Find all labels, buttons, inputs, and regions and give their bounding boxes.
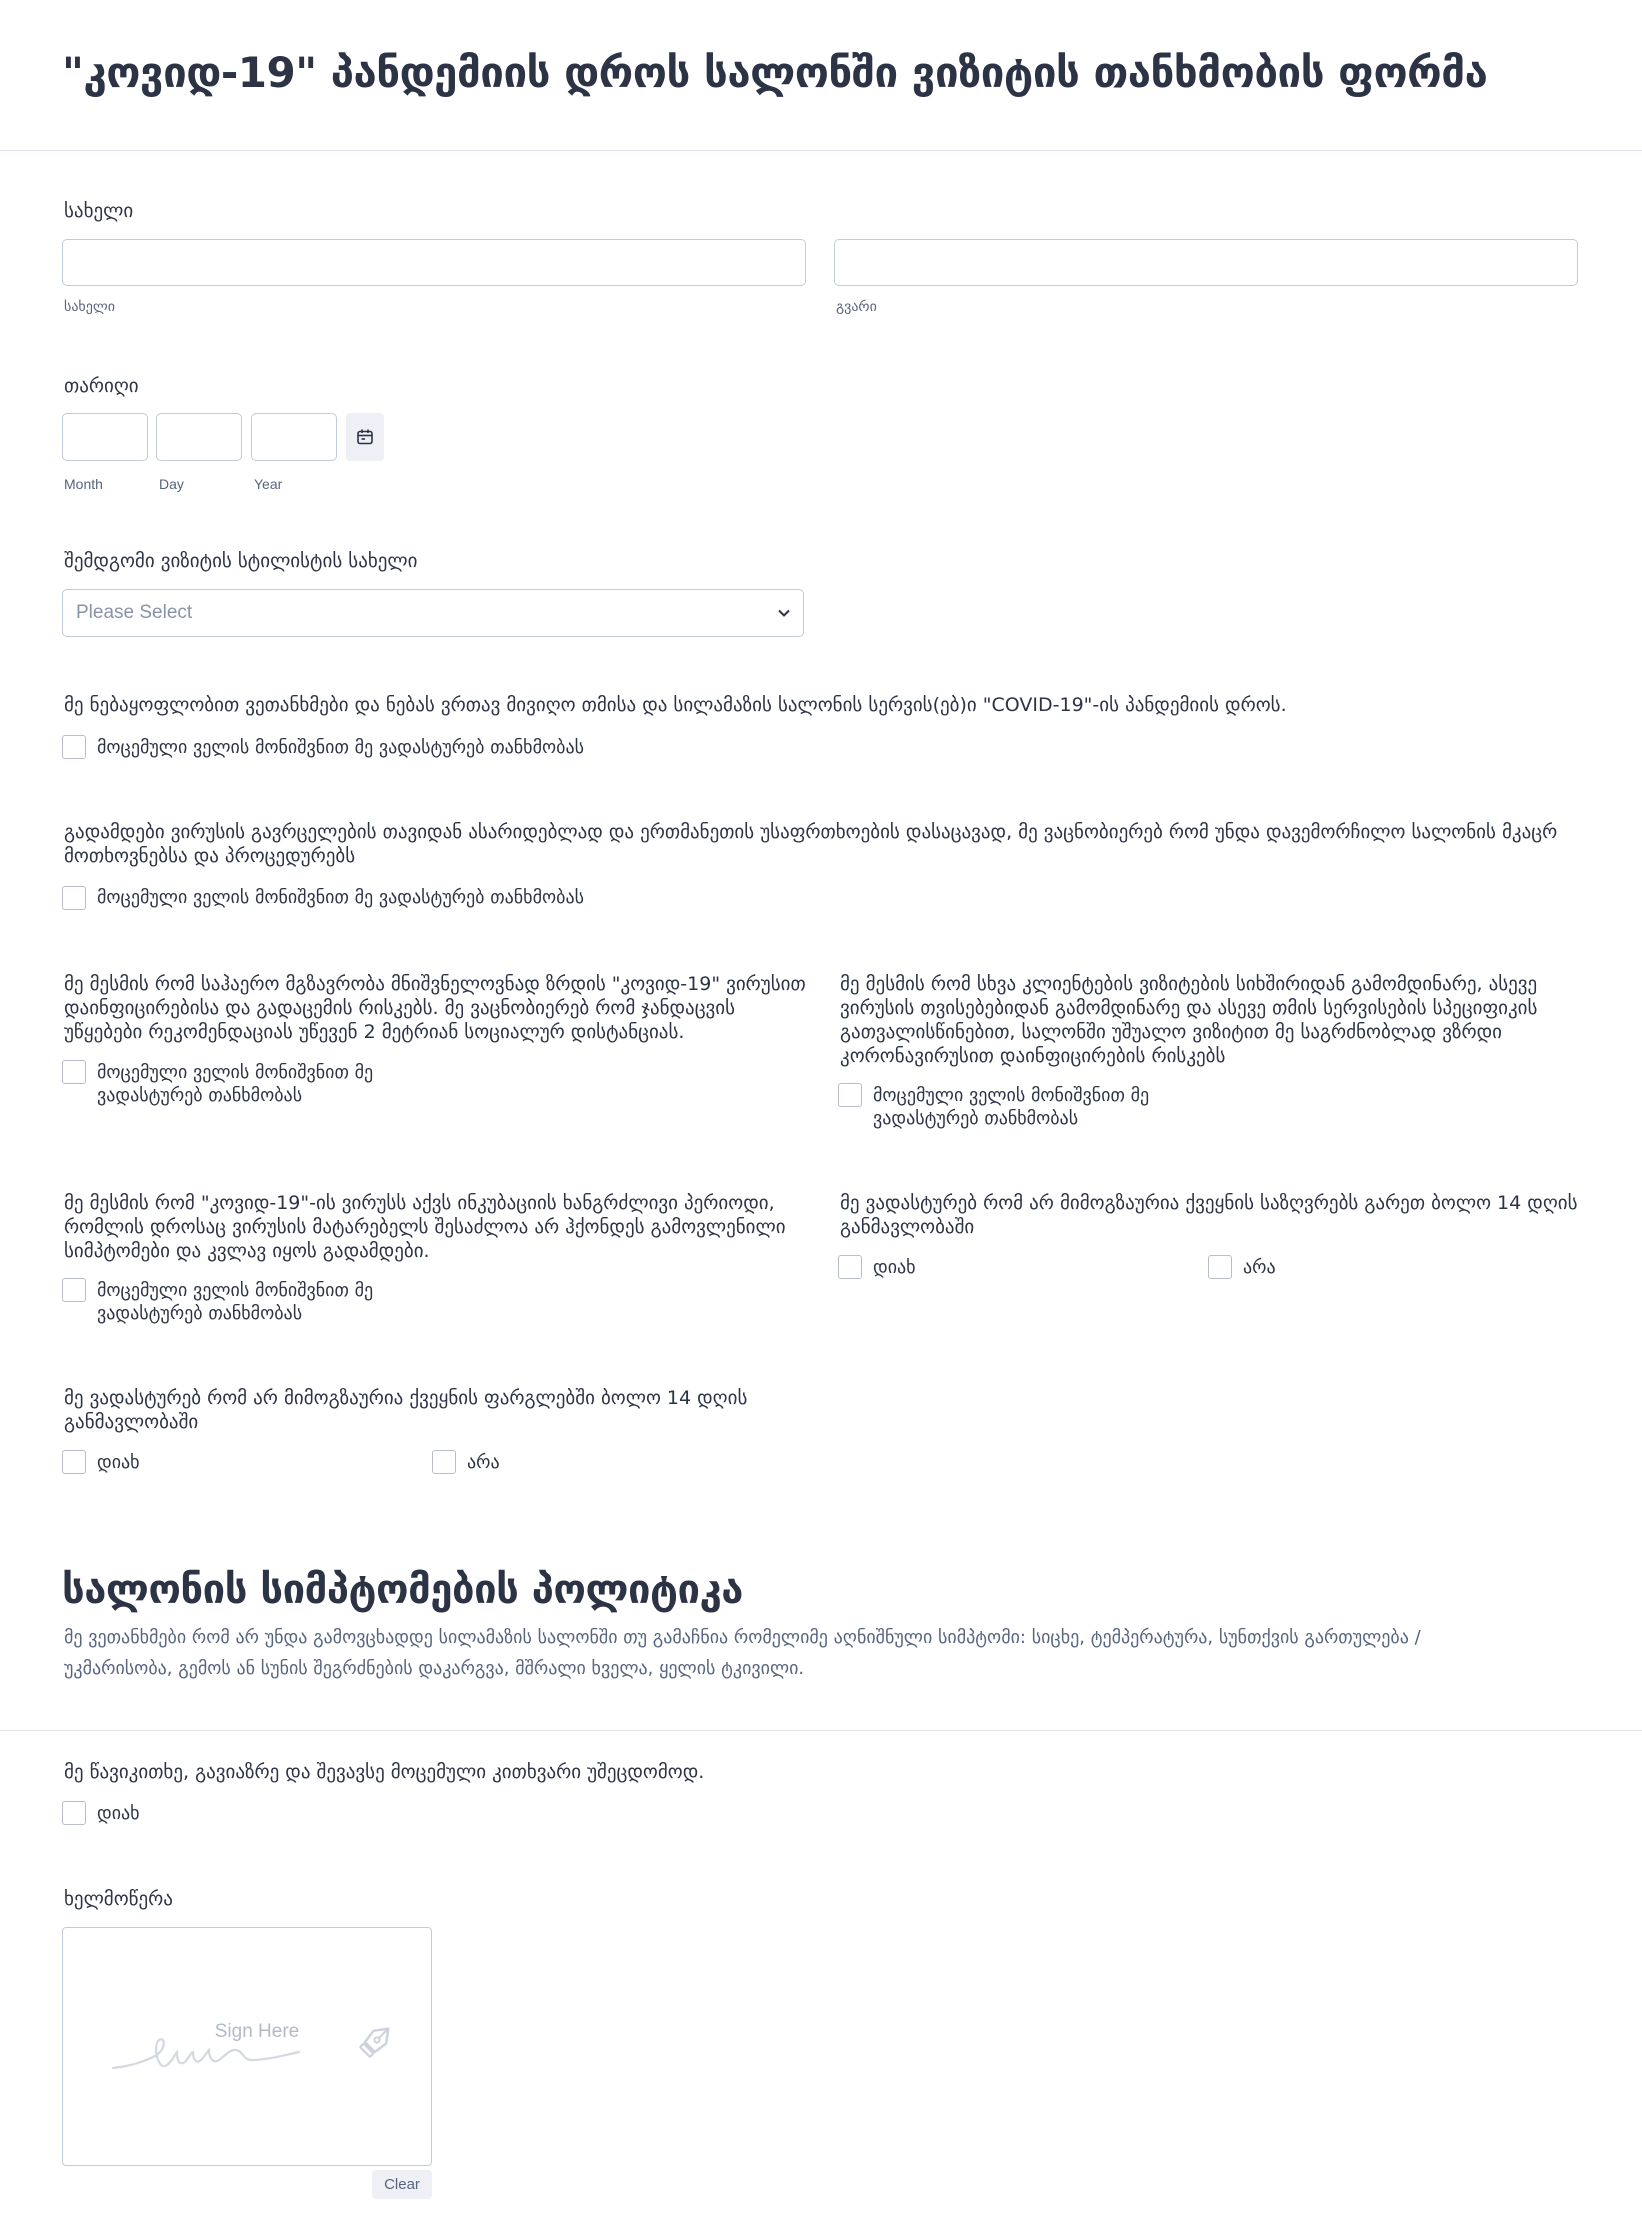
consent-question-4-line: ვირუსის თვისებებიდან გამომდინარე და ასევე თმის სერვისების სპეციფიკის bbox=[840, 997, 1538, 1019]
consent-question-3-line: დაინფიცირებისა და გადაცემის რისკებს. მე ვაცნობიერებ რომ ჯანდაცვის bbox=[64, 997, 736, 1019]
consent-checkbox-1-label: მოცემული ველის მონიშვნით მე ვადასტურებ თანხმობას bbox=[97, 737, 585, 758]
calendar-button[interactable] bbox=[346, 413, 384, 461]
pen-nib-icon bbox=[357, 2020, 397, 2060]
signature-pad[interactable] bbox=[62, 1927, 432, 2166]
consent-question-1: მე ნებაყოფლობით ვეთანხმები და ნებას ვრთავ მივიღო თმისა და სილამაზის სალონის სერვის(ებ)ი "COVID-19"-ის პანდემიის დროს. bbox=[64, 694, 1287, 716]
policy-divider bbox=[0, 1730, 1642, 1731]
consent-checkbox-5-label-line: მოცემული ველის მონიშვნით მე bbox=[97, 1280, 374, 1301]
last-name-input[interactable] bbox=[834, 239, 1578, 286]
signature-scribble-graphic bbox=[111, 2016, 391, 2086]
consent-question-5-line: სიმპტომები და კვლავ იყოს გადამდები. bbox=[64, 1240, 430, 1262]
year-input[interactable] bbox=[251, 413, 337, 461]
travel-abroad-no-checkbox[interactable] bbox=[1208, 1255, 1232, 1279]
month-sublabel: Month bbox=[64, 476, 103, 492]
chevron-down-icon bbox=[777, 608, 791, 618]
consent-checkbox-4-label-line: ვადასტურებ თანხმობას bbox=[873, 1108, 1079, 1129]
travel-abroad-question-line: განმავლობაში bbox=[840, 1216, 975, 1238]
first-name-input[interactable] bbox=[62, 239, 806, 286]
consent-question-4-line: გათვალისწინებით, სალონში უშუალო ვიზიტით მე საგრძნობლად ვზრდი bbox=[840, 1021, 1503, 1043]
consent-checkbox-2[interactable] bbox=[62, 886, 86, 910]
last-name-sublabel: გვარი bbox=[836, 299, 877, 315]
consent-question-4-line: კორონავირუსით დაინფიცირების რისკებს bbox=[840, 1045, 1226, 1067]
date-label: თარიღი bbox=[64, 375, 139, 397]
consent-question-4-line: მე მესმის რომ სხვა კლიენტების ვიზიტების სიხშირიდან გამომდინარე, ასევე bbox=[840, 973, 1538, 995]
consent-checkbox-5-label bbox=[97, 1279, 373, 1325]
consent-checkbox-4-label-line: მოცემული ველის მონიშვნით მე bbox=[873, 1085, 1150, 1106]
stylist-select[interactable] bbox=[62, 589, 804, 637]
consent-checkbox-4-label bbox=[873, 1084, 1149, 1130]
header-divider bbox=[0, 150, 1642, 151]
year-sublabel: Year bbox=[254, 476, 283, 492]
policy-description bbox=[64, 1622, 1421, 1684]
consent-checkbox-2-label: მოცემული ველის მონიშვნით მე ვადასტურებ თანხმობას bbox=[97, 887, 585, 908]
clear-signature-button[interactable]: Clear bbox=[372, 2170, 432, 2199]
name-label: სახელი bbox=[64, 200, 134, 222]
travel-abroad-no-label: არა bbox=[1243, 1257, 1276, 1278]
consent-question-5-line: რომლის დროსაც ვირუსის მატარებელს შესაძლოა არ ჰქონდეს გამოვლენილი bbox=[64, 1216, 786, 1238]
consent-checkbox-4[interactable] bbox=[838, 1083, 862, 1107]
consent-checkbox-1[interactable] bbox=[62, 735, 86, 759]
consent-checkbox-3-label-line: მოცემული ველის მონიშვნით მე bbox=[97, 1062, 374, 1083]
signature-placeholder: Sign Here bbox=[214, 2021, 300, 2042]
stylist-label: შემდგომი ვიზიტის სტილისტის სახელი bbox=[64, 550, 418, 572]
consent-question-2-line: მოთხოვნებსა და პროცედურებს bbox=[64, 845, 356, 867]
policy-heading: სალონის სიმპტომების პოლიტიკა bbox=[62, 1567, 743, 1613]
month-input[interactable] bbox=[62, 413, 148, 461]
page-title: "კოვიდ-19" პანდემიის დროს სალონში ვიზიტის თანხმობის ფორმა bbox=[62, 48, 1488, 97]
consent-question-2 bbox=[64, 820, 1557, 868]
consent-question-3-line: უწყებები რეკომენდაციას უწევენ 2 მეტრიან სოციალურ დისტანციას. bbox=[64, 1021, 685, 1043]
consent-checkbox-3-label-line: ვადასტურებ თანხმობას bbox=[97, 1085, 303, 1106]
travel-domestic-yes-checkbox[interactable] bbox=[62, 1450, 86, 1474]
first-name-sublabel: სახელი bbox=[64, 299, 115, 315]
confirm-yes-label: დიახ bbox=[97, 1803, 140, 1824]
consent-checkbox-3-label bbox=[97, 1061, 373, 1107]
consent-question-5 bbox=[64, 1191, 786, 1263]
policy-description-line: მე ვეთანხმები რომ არ უნდა გამოვცხადდე სილამაზის სალონში თუ გამაჩნია რომელიმე აღნიშნული სიმპტომი: სიცხე, ტემპერატურა, სუნთქვის გართულება / bbox=[64, 1627, 1421, 1648]
consent-checkbox-5[interactable] bbox=[62, 1278, 86, 1302]
consent-question-4 bbox=[840, 972, 1537, 1068]
confirm-yes-checkbox[interactable] bbox=[62, 1801, 86, 1825]
travel-abroad-question bbox=[840, 1191, 1578, 1239]
travel-abroad-question-line: მე ვადასტურებ რომ არ მიმოგზაურია ქვეყნის საზღვრებს გარეთ ბოლო 14 დღის bbox=[840, 1192, 1578, 1214]
consent-question-3-line: მე მესმის რომ საჰაერო მგზავრობა მნიშვნელოვნად ზრდის "კოვიდ-19" ვირუსით bbox=[64, 973, 806, 995]
travel-abroad-yes-label: დიახ bbox=[873, 1257, 916, 1278]
signature-label: ხელმოწერა bbox=[64, 1888, 173, 1910]
travel-domestic-no-checkbox[interactable] bbox=[432, 1450, 456, 1474]
travel-domestic-question-line: განმავლობაში bbox=[64, 1411, 199, 1433]
day-input[interactable] bbox=[156, 413, 242, 461]
consent-question-3 bbox=[64, 972, 806, 1044]
travel-domestic-yes-label: დიახ bbox=[97, 1452, 140, 1473]
day-sublabel: Day bbox=[159, 476, 184, 492]
consent-checkbox-3[interactable] bbox=[62, 1060, 86, 1084]
travel-domestic-question-line: მე ვადასტურებ რომ არ მიმოგზაურია ქვეყნის ფარგლებში ბოლო 14 დღის bbox=[64, 1387, 748, 1409]
calendar-icon bbox=[356, 428, 374, 446]
travel-domestic-question bbox=[64, 1386, 747, 1434]
stylist-select-value: Please Select bbox=[76, 602, 193, 623]
consent-question-5-line: მე მესმის რომ "კოვიდ-19"-ის ვირუსს აქვს ინკუბაციის ხანგრძლივი პერიოდი, bbox=[64, 1192, 775, 1214]
travel-domestic-no-label: არა bbox=[467, 1452, 500, 1473]
consent-checkbox-5-label-line: ვადასტურებ თანხმობას bbox=[97, 1303, 303, 1324]
policy-description-line: უკმარისობა, გემოს ან სუნის შეგრძნების დაკარგვა, მშრალი ხველა, ყელის ტკივილი. bbox=[64, 1658, 805, 1679]
consent-question-2-line: გადამდები ვირუსის გავრცელების თავიდან ასარიდებლად და ერთმანეთის უსაფრთხოების დასაცავად, მე ვაცნობიერებ რომ უნდა დავემორჩილო სალონის მკაცრ bbox=[64, 821, 1558, 843]
confirm-question: მე წავიკითხე, გავიაზრე და შევავსე მოცემული კითხვარი უშეცდომოდ. bbox=[64, 1761, 705, 1783]
travel-abroad-yes-checkbox[interactable] bbox=[838, 1255, 862, 1279]
